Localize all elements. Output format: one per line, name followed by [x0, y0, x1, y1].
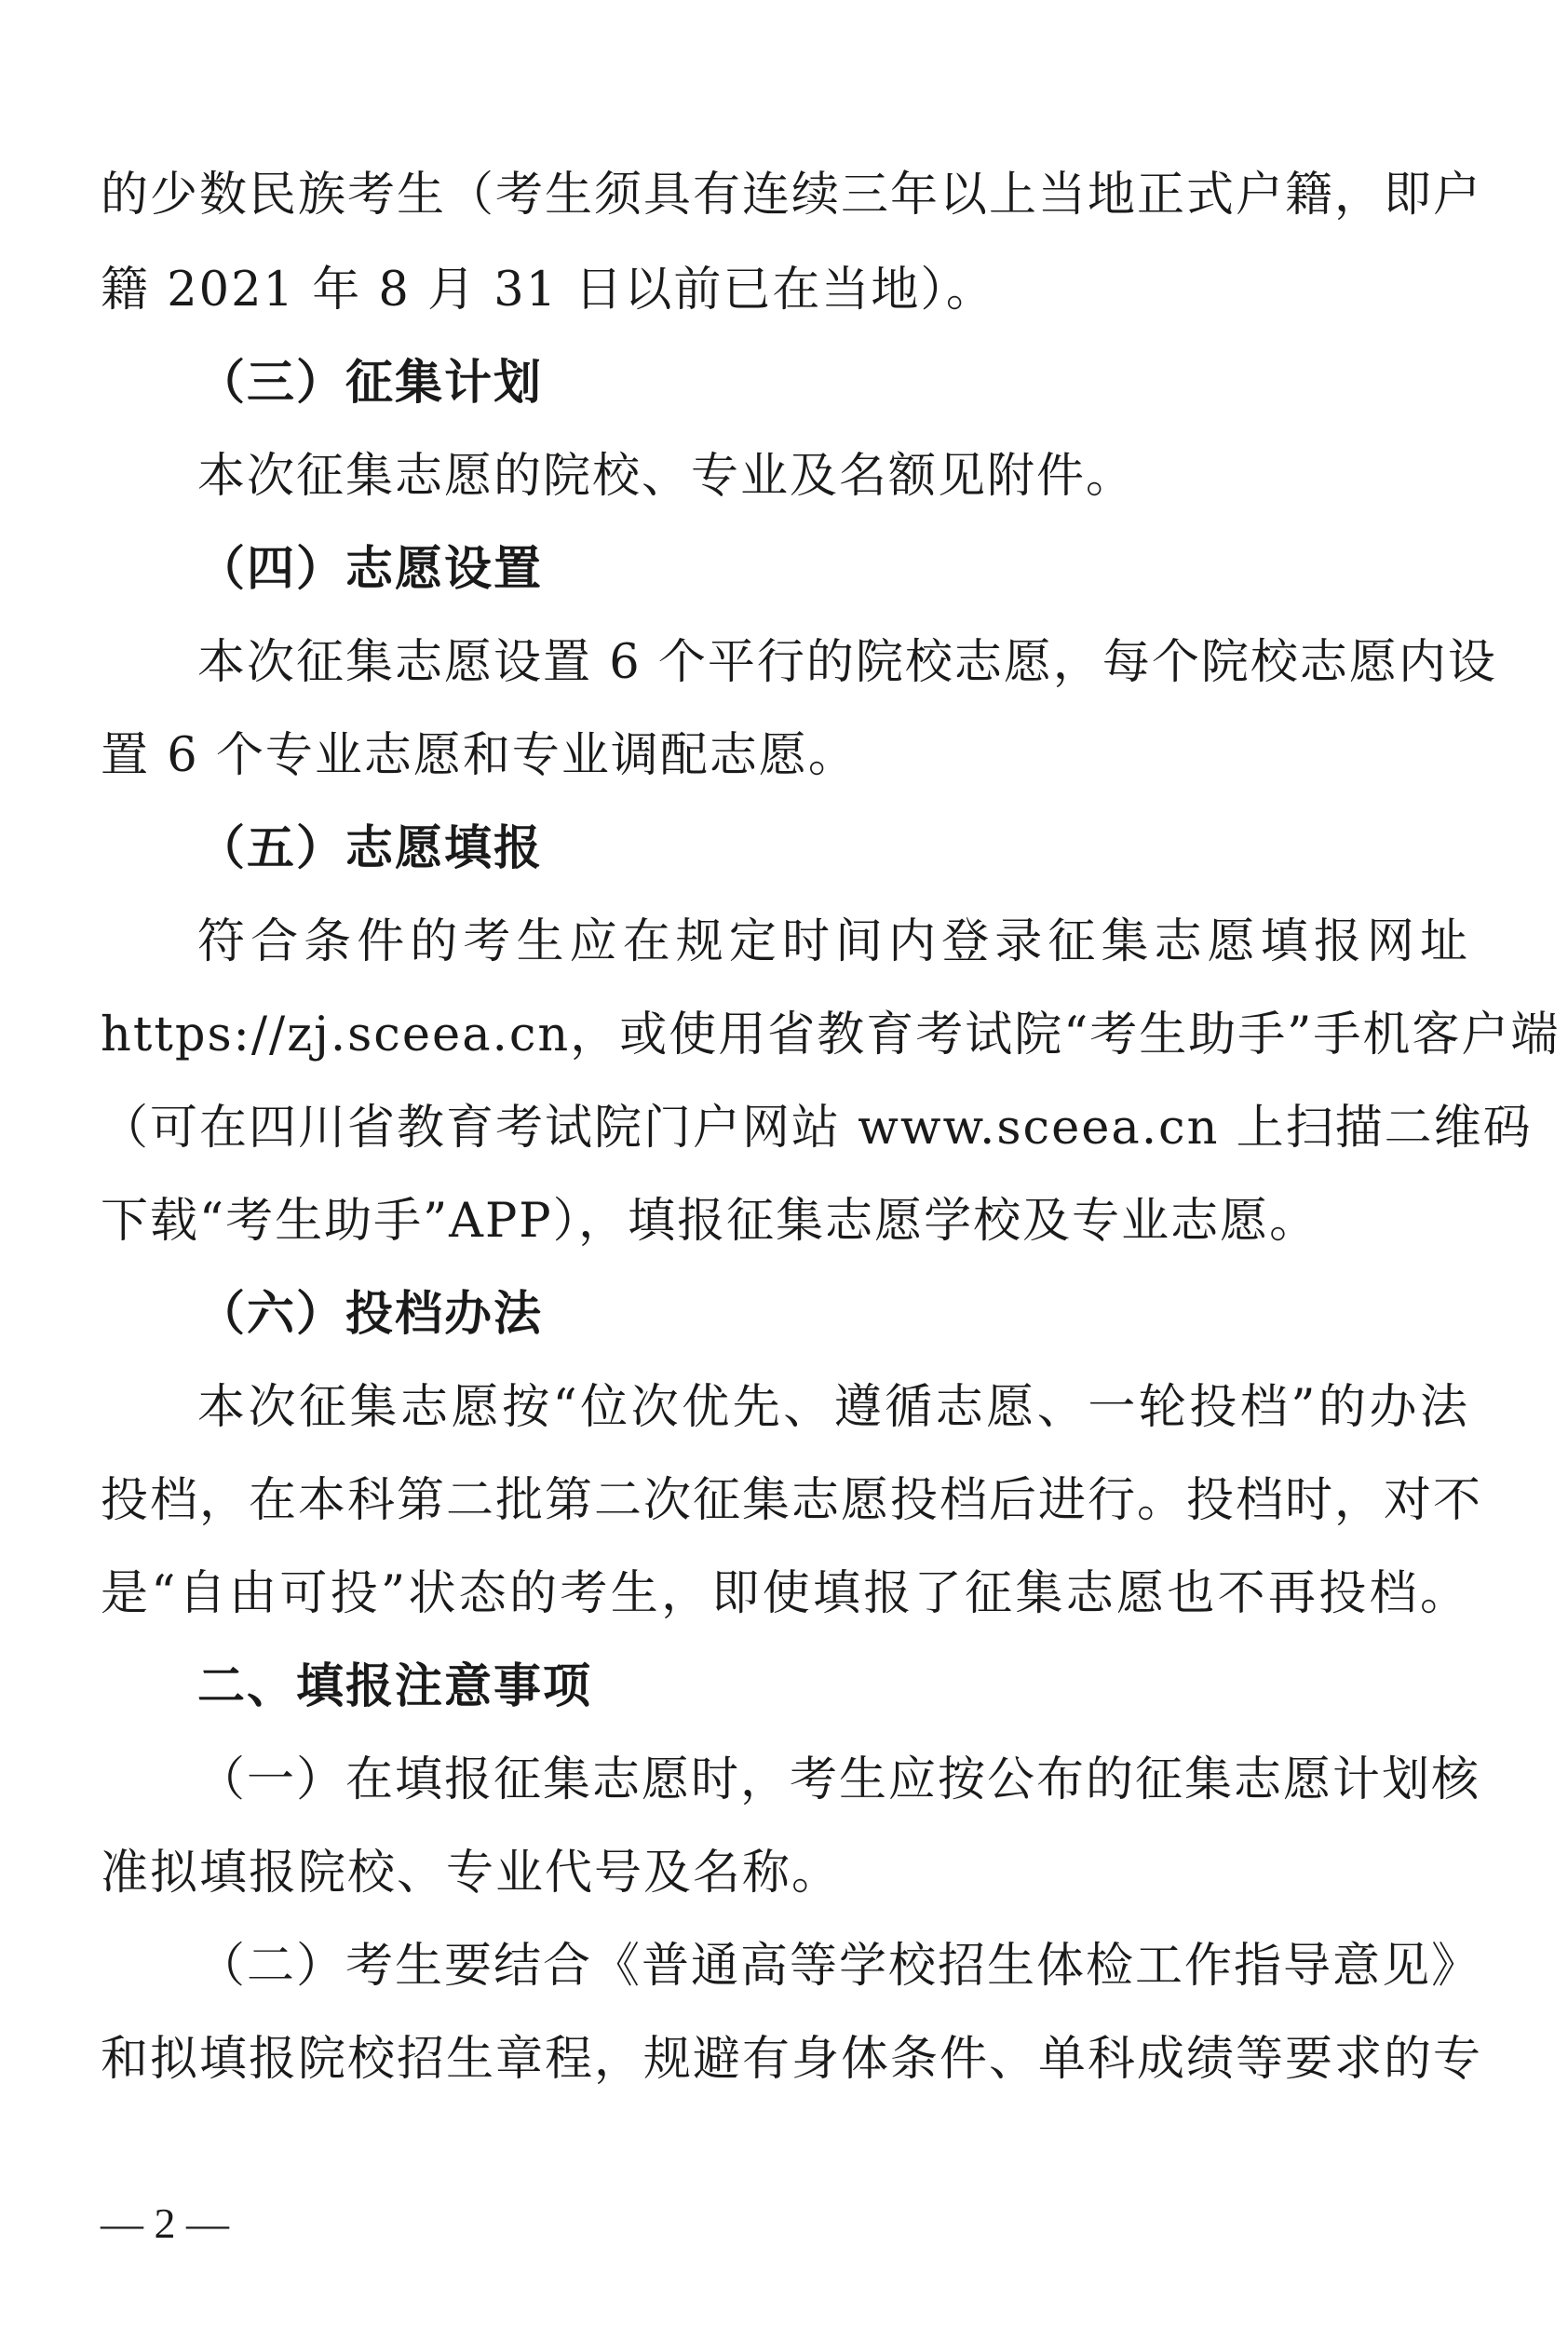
text-line: https://zj.sceea.cn，或使用省教育考试院“考生助手”手机客户端 [101, 1008, 1561, 1062]
section-heading: （六）投档办法 [197, 1287, 544, 1342]
section-heading: （三）征集计划 [197, 356, 544, 411]
text-line: 准拟填报院校、专业代号及名称。 [101, 1846, 842, 1901]
text-line: 符合条件的考生应在规定时间内登录征集志愿填报网址 [197, 914, 1469, 969]
text-line: 本次征集志愿的院校、专业及名额见附件。 [197, 449, 1136, 504]
text-line: 下载“考生助手”APP），填报征集志愿学校及专业志愿。 [101, 1194, 1319, 1249]
page-number: — 2 — [101, 2199, 229, 2247]
text-line: 本次征集志愿按“位次优先、遵循志愿、一轮投档”的办法 [197, 1380, 1469, 1435]
text-line: 本次征集志愿设置 6 个平行的院校志愿，每个院校志愿内设 [197, 635, 1497, 690]
chapter-heading: 二、填报注意事项 [197, 1659, 593, 1714]
text-line: 的少数民族考生（考生须具有连续三年以上当地正式户籍，即户 [101, 168, 1483, 223]
text-line: （可在四川省教育考试院门户网站 www.sceea.cn 上扫描二维码 [101, 1101, 1533, 1156]
text-line: 和拟填报院校招生章程，规避有身体条件、单科成绩等要求的专 [101, 2032, 1483, 2087]
section-heading: （五）志愿填报 [197, 821, 544, 876]
text-line: 籍 2021 年 8 月 31 日以前已在当地）。 [101, 263, 995, 318]
text-line: 是“自由可投”状态的考生，即使填报了征集志愿也不再投档。 [101, 1566, 1469, 1621]
section-heading: （四）志愿设置 [197, 542, 544, 597]
text-line: （一）在填报征集志愿时，考生应按公布的征集志愿计划核 [197, 1752, 1481, 1807]
text-line: 投档，在本科第二批第二次征集志愿投档后进行。投档时，对不 [101, 1473, 1483, 1528]
text-line: （二）考生要结合《普通高等学校招生体检工作指导意见》 [197, 1939, 1481, 1994]
text-line: 置 6 个专业志愿和专业调配志愿。 [101, 728, 858, 783]
